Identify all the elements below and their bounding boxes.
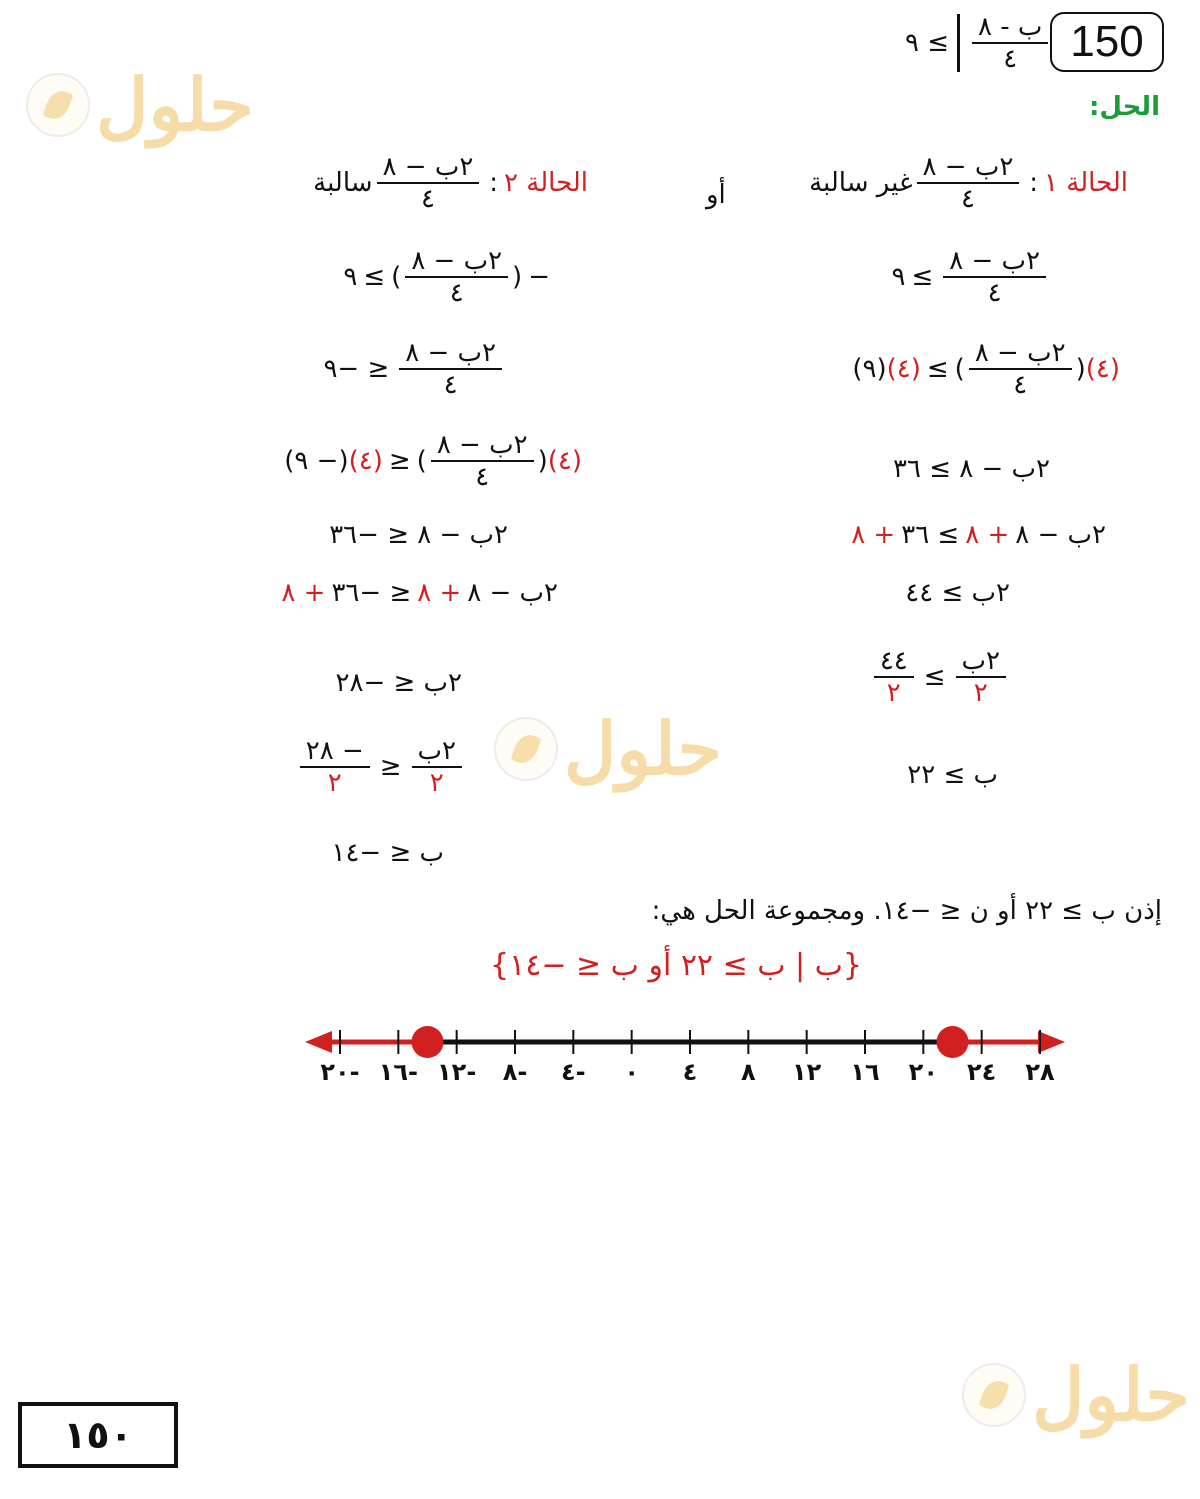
tick-label-5: ٠ xyxy=(624,1058,639,1086)
case2-step1: − ( $\frac{\text{٢ب − ٨}}{٤}$ ) ≥ ٩ xyxy=(343,246,550,308)
case2-label: الحالة ٢ xyxy=(504,168,588,198)
tick-label-1: ١٦- xyxy=(378,1058,418,1086)
watermark-logo-icon xyxy=(494,717,558,781)
problem-fraction xyxy=(972,12,1048,74)
tick-label-0: ٢٠- xyxy=(320,1058,360,1086)
problem-rhs: ≥ ٩ xyxy=(905,28,950,58)
case1-step5: ٢ب ≥ ٤٤ xyxy=(905,578,1010,608)
watermark-middle: حلول xyxy=(494,706,722,791)
case2-step7: $\frac{\text{٢ب}}{٢}$ ≤ $\frac{- ٢٨}{٢}$ xyxy=(296,736,466,798)
watermark-bottom: حلول xyxy=(962,1352,1190,1437)
arrow-left-icon xyxy=(305,1031,332,1053)
tick-label-9: ١٦ xyxy=(850,1058,880,1086)
case2-step5: ٢ب − ٨ + ٨ ≤ −٣٦ + ٨ xyxy=(281,578,558,608)
solution-set: {ب | ب ≥ ٢٢ أو ب ≤ −١٤} xyxy=(490,948,863,983)
case2-step3: (٤) ( $\frac{\text{٢ب − ٨}}{٤}$ ) ≤ (٤) (− ٩) xyxy=(284,430,582,492)
case2-result: ب ≤ −١٤ xyxy=(331,838,444,868)
case2-step4: ٢ب − ٨ ≤ −٣٦ xyxy=(329,520,508,550)
case1-condition: غير سالبة xyxy=(809,168,913,198)
problem-number-box: 150 xyxy=(1050,12,1164,72)
case2-header: الحالة ٢ : $\frac{\text{٢ب − ٨}}{٤}$ سالبة xyxy=(313,152,588,214)
abs-bar xyxy=(957,14,960,72)
problem-numerator: ب - ٨ xyxy=(978,12,1043,42)
case2-fraction: $\frac{\text{٢ب − ٨}}{٤}$ xyxy=(377,152,480,214)
number-line xyxy=(290,1010,1080,1100)
case1-step2: (٤) ( $\frac{\text{٢ب − ٨}}{٤}$ ) ≥ (٤) (٩) xyxy=(852,338,1120,400)
problem-statement xyxy=(905,12,1052,74)
arrow-right-icon xyxy=(1038,1031,1065,1053)
case1-fraction: $\frac{\text{٢ب − ٨}}{٤}$ xyxy=(917,152,1020,214)
case1-step4: ٢ب − ٨ + ٨ ≥ ٣٦ + ٨ xyxy=(851,520,1106,550)
page-number-box: ١٥٠ xyxy=(18,1402,178,1468)
tick-label-3: ٨- xyxy=(502,1058,528,1086)
case2-condition: سالبة xyxy=(313,168,373,198)
case1-step3: ٢ب − ٨ ≥ ٣٦ xyxy=(893,454,1050,484)
tick-label-8: ١٢ xyxy=(792,1058,822,1086)
watermark-logo-icon xyxy=(962,1363,1026,1427)
closed-point-1 xyxy=(937,1026,969,1058)
case2-step2: $\frac{\text{٢ب − ٨}}{٤}$ ≤ −٩ xyxy=(317,338,506,400)
case1-label: الحالة ١ xyxy=(1044,168,1128,198)
case1-result: ب ≥ ٢٢ xyxy=(907,760,998,790)
watermark-logo-icon xyxy=(26,73,90,137)
watermark-top: حلول xyxy=(26,62,254,147)
case1-step1: $\frac{\text{٢ب − ٨}}{٤}$ ≥ ٩ xyxy=(892,246,1051,308)
tick-label-6: ٤ xyxy=(682,1058,698,1086)
tick-label-2: ١٢- xyxy=(437,1058,477,1086)
case2-step6: ٢ب ≤ −٢٨ xyxy=(335,668,462,698)
case1-header: الحالة ١ : $\frac{\text{٢ب − ٨}}{٤}$ غير سالبة xyxy=(809,152,1128,214)
closed-point-0 xyxy=(412,1026,444,1058)
tick-label-10: ٢٠ xyxy=(908,1058,938,1086)
solution-label: الحل: xyxy=(1088,92,1160,122)
tick-label-12: ٢٨ xyxy=(1025,1058,1055,1086)
problem-denominator: ٤ xyxy=(1003,44,1018,74)
tick-label-11: ٢٤ xyxy=(967,1058,997,1086)
tick-label-4: ٤- xyxy=(561,1058,586,1086)
or-label: أو xyxy=(706,180,726,210)
case1-step6: $\frac{\text{٢ب}}{٢}$ ≥ $\frac{٤٤}{٢}$ xyxy=(870,646,1010,708)
tick-label-7: ٨ xyxy=(741,1058,756,1086)
conclusion-text: إذن ب ≥ ٢٢ أو ن ≤ −١٤. ومجموعة الحل هي: xyxy=(651,896,1162,926)
